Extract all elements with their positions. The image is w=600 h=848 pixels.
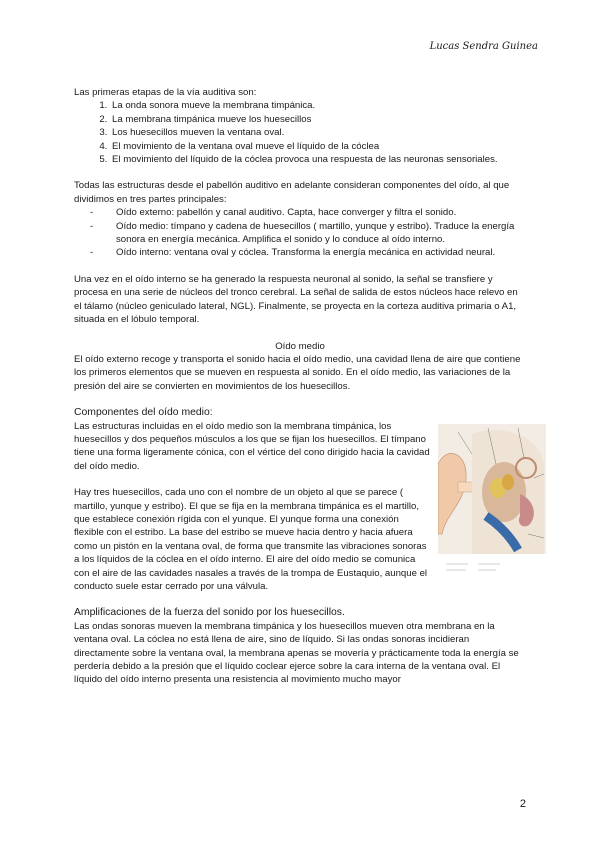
amplification-paragraph: Las ondas sonoras mueven la membrana timpánica y los huesecillos mueven otra membrana en la ventana oval. La cóclea no está llena de aire, sino de líquido. Si las ondas sonoras incidieran directamente sobre la ventana oval, la membrana apenas se movería y prácticamente toda la energía se perdería debido a la presión que el líquido coclear ejerce sobre la cara interna de la ventana oval. El líquido del oído interno presenta una resistencia al movimiento mucho mayor [74,620,519,686]
list-item: 4. El movimiento de la ventana oval mueve el líquido de la cóclea [110,140,526,153]
ear-diagram-image [438,424,546,594]
list-item: - Oído medio: tímpano y cadena de huesecillos ( martillo, yunque y estribo). Traduce la energía sonora en energía mecánica. Amplifica el sonido y lo conduce al oído interno. [116,220,526,247]
list-item: 5. El movimiento del líquido de la cóclea provoca una respuesta de las neuronas sensoriales. [110,153,526,166]
ear-parts-list [74,206,526,260]
list-item: - Oído externo: pabellón y canal auditivo. Capta, hace converger y filtra el sonido. [116,206,526,219]
pathway-paragraph: Una vez en el oído interno se ha generado la respuesta neuronal al sonido, la señal se transfiere y procesa en una serie de núcleos del tronco cerebral. La señal de salida de estos núcleos hace relevo en el tálamo (núcleo geniculado lateral, NGL). Finalmente, se proyecta en la corteza auditiva primaria o A1, situada en el lóbulo temporal. [74,273,518,326]
list-item: 1. La onda sonora mueve la membrana timpánica. [110,99,526,112]
list-item: 3. Los huesecillos mueven la ventana oval. [110,126,526,139]
list-item: - Oído interno: ventana oval y cóclea. Transforma la energía mecánica en actividad neural. [116,246,526,259]
middle-ear-paragraph: El oído externo recoge y transporta el sonido hacia el oído medio, una cavidad llena de aire que contiene los primeros elementos que se mueven en respuesta al sonido. En el oído medio, las variaciones de la presión del aire se convierten en movimientos de los huesecillos. [74,353,521,392]
components-heading: Componentes del oído medio: [74,407,213,419]
ear-anatomy-figure [438,424,546,594]
page-number: 2 [519,798,526,810]
page-body [74,86,526,687]
middle-ear-heading: Oído medio [275,340,325,352]
list-item: 2. La membrana timpánica mueve los huesecillos [110,113,526,126]
author-name: Lucas Sendra Guinea [429,41,538,52]
intro-heading: Las primeras etapas de la vía auditiva son: [74,87,257,98]
amplification-heading: Amplificaciones de la fuerza del sonido por los huesecillos. [74,607,345,619]
components-paragraph-2: Hay tres huesecillos, cada uno con el nombre de un objeto al que se parece ( martillo, yunque y estribo). El que se fija en la membrana timpánica es el martillo, que establece conexión rígida con el yunque. El yunque forma una conexión flexible con el estribo. La base del estribo se mueve hacia dentro y hacia afuera como un pistón en la ventana oval, de forma que transmite las vibraciones sonoras a los líquidos de la cóclea en el oído interno. El aire del oído medio se comunica con el aire de las cavidades nasales a través de la trompa de Eustaquio, aunque el conducto suele estar cerrado por una válvula. [74,487,428,592]
auditory-steps-list [74,99,526,166]
components-paragraph-1: Las estructuras incluidas en el oído medio son la membrana timpánica, los huesecillos y dos pequeños músculos a los que se fijan los huesecillos. El tímpano tiene una forma ligeramente cónica, con el vértice del cono dirigido hacia la cavidad del oído medio. [74,420,430,472]
structures-paragraph: Todas las estructuras desde el pabellón auditivo en adelante consideran componentes del oído, al que dividimos en tres partes principales: [74,180,510,205]
